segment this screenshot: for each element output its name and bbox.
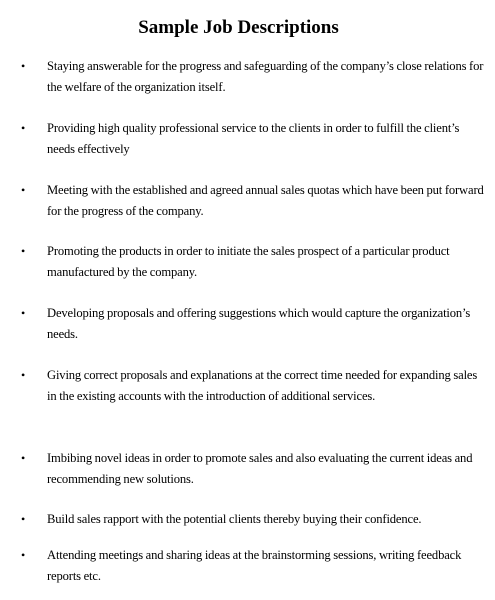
list-item-text: Giving correct proposals and explanations at the correct time needed for expanding sales in the existing accounts with the introduction of additional services. xyxy=(47,368,478,403)
bullet-icon: • xyxy=(21,306,26,320)
list-item-text: Providing high quality professional service to the clients in order to fulfill the client’s needs effectively xyxy=(47,121,460,156)
list-item-text: Meeting with the established and agreed annual sales quotas which have been put forward for the progress of the company. xyxy=(47,183,484,218)
bullet-icon: • xyxy=(21,244,26,258)
bullet-icon: • xyxy=(21,183,26,197)
page-title: Sample Job Descriptions xyxy=(138,17,339,38)
bullet-icon: • xyxy=(21,59,26,73)
bullet-icon: • xyxy=(21,121,26,135)
list-item-text: Promoting the products in order to initiate the sales prospect of a particular product manufactured by the company. xyxy=(47,244,450,279)
list-item-text: Imbibing novel ideas in order to promote sales and also evaluating the current ideas and recommending new solutions. xyxy=(47,451,473,486)
list-item-text: Staying answerable for the progress and safeguarding of the company’s close relations for the welfare of the organization itself. xyxy=(47,59,484,94)
list-item-text: Attending meetings and sharing ideas at the brainstorming sessions, writing feedback reports etc. xyxy=(47,548,462,583)
bullet-icon: • xyxy=(21,512,26,526)
bullet-icon: • xyxy=(21,451,26,465)
bullet-icon: • xyxy=(21,368,26,382)
list-item-text: Developing proposals and offering suggestions which would capture the organization’s needs. xyxy=(47,306,471,341)
list-item-text: Build sales rapport with the potential clients thereby buying their confidence. xyxy=(47,512,422,526)
bullet-icon: • xyxy=(21,548,26,562)
